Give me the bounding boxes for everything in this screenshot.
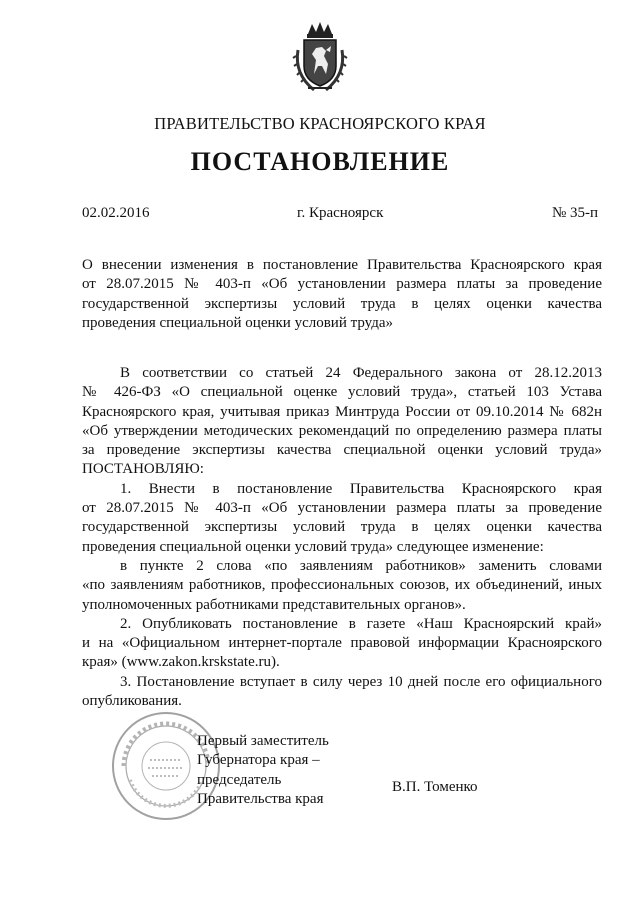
document-subject [82,256,602,333]
coat-of-arms-icon [292,20,348,96]
subject-line: проведения специальной оценки условий труда» [82,314,393,331]
government-name: ПРАВИТЕЛЬСТВО КРАСНОЯРСКОГО КРАЯ [154,114,486,133]
signatory-position-line: Правительства края [197,790,324,807]
subject-line: О внесении изменения в постановление Правительства Красноярского края [82,257,602,273]
decree-word: ПОСТАНОВЛЯЮ: [82,461,204,478]
item-1-change-line: уполномоченных работниками представительных органов». [82,596,466,613]
item-2-line: края» (www.zakon.krskstate.ru). [82,654,280,671]
signatory-position-line: Губернатора края – [197,752,320,769]
item-1-change-line: в пункте 2 слова «по заявлениям работников» заменить словами [120,557,602,574]
document-city: г. Красноярск [297,205,384,221]
item-1-line: государственной экспертизы условий труда в целях оценки качества [82,519,602,536]
preamble-line: «Об утверждении методических рекомендаций по определению размера платы [82,422,602,439]
item-3-line: 3. Постановление вступает в силу через 10 дней после его официального [120,673,602,690]
signatory-name: В.П. Томенко [392,779,478,795]
preamble-line: Красноярского края, учитывая приказ Минтруда России от 09.10.2014 № 682н [82,403,602,420]
signatory-position-line: Первый заместитель [197,733,329,749]
item-1-change-line: «по заявлениям работников, профессиональных союзов, их объединений, иных [82,577,602,594]
item-1-line: проведения специальной оценки условий труда» следующее изменение: [82,538,544,555]
item-2-line: и на «Официальном интернет-портале правовой информации Красноярского [82,635,602,652]
document-number: № 35-п [552,205,599,221]
preamble-line: № 426-ФЗ «О специальной оценке условий труда», статьей 103 Устава [82,384,602,401]
item-1-line: 1. Внести в постановление Правительства Красноярского края [120,480,602,497]
item-3-line: опубликования. [82,693,182,710]
document-date: 02.02.2016 [82,205,150,221]
item-2-line: 2. Опубликовать постановление в газете «Наш Красноярский край» [120,615,602,632]
subject-line: государственной экспертизы условий труда в целях оценки качества [82,295,602,312]
signatory-position [197,732,329,809]
preamble-line: за проведение экспертизы качества специальной оценки условий труда» [82,442,602,459]
document-type-title: ПОСТАНОВЛЕНИЕ [190,147,450,176]
item-1-line: от 28.07.2015 № 403-п «Об установлении размера платы за проведение [82,500,602,517]
preamble-line: В соответствии со статьей 24 Федерального закона от 28.12.2013 [120,365,602,381]
subject-line: от 28.07.2015 № 403-п «Об установлении размера платы за проведение [82,276,602,293]
signatory-position-line: председатель [197,771,282,788]
document-body [82,364,602,711]
